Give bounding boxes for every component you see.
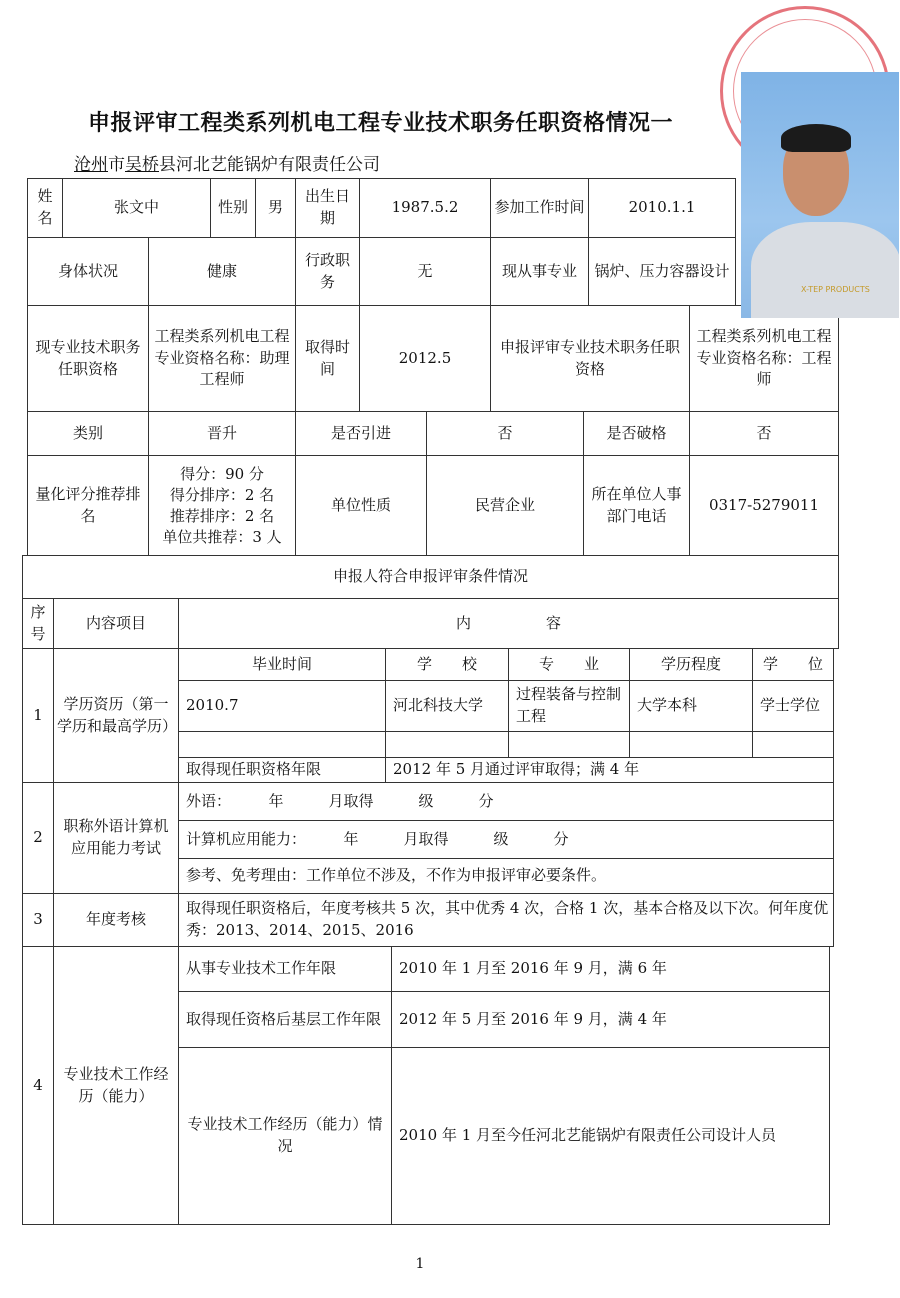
seq-header: 序号 — [22, 598, 54, 649]
company-city: 沧州 — [74, 155, 108, 175]
name-value: 张文中 — [62, 178, 211, 238]
phone-value: 0317-5279011 — [689, 455, 839, 556]
school-value: 河北科技大学 — [385, 680, 509, 732]
major-value: 锅炉、压力容器设计 — [588, 237, 736, 306]
current-title-value: 工程类系列机电工程专业资格名称：助理工程师 — [148, 305, 296, 412]
empty-cell — [178, 731, 386, 758]
computer-skill: 计算机应用能力： 年 月取得 级 分 — [178, 820, 834, 859]
apply-title-value: 工程类系列机电工程专业资格名称：工程师 — [689, 305, 839, 412]
empty-cell — [629, 731, 753, 758]
work-years-value: 2010 年 1 月至 2016 年 9 月，满 6 年 — [391, 946, 830, 992]
annual-no: 3 — [22, 893, 54, 947]
birth-label: 出生日期 — [295, 178, 360, 238]
health-value: 健康 — [148, 237, 296, 306]
section-title: 申报人符合申报评审条件情况 — [22, 555, 839, 599]
exp-detail-label: 专业技术工作经历（能力）情况 — [178, 1047, 392, 1225]
content-header: 内 容 — [178, 598, 839, 649]
school-header: 学 校 — [385, 648, 509, 681]
unit-type-value: 民营企业 — [426, 455, 584, 556]
exam-reason: 参考、免考理由：工作单位不涉及，不作为申报评审必要条件。 — [178, 858, 834, 894]
degree-header: 学 位 — [752, 648, 834, 681]
intro-value: 否 — [426, 411, 584, 456]
empty-cell — [752, 731, 834, 758]
major-label: 现从事专业 — [490, 237, 589, 306]
score-label: 量化评分推荐排名 — [27, 455, 149, 556]
score-values — [148, 455, 296, 556]
phone-label: 所在单位人事部门电话 — [583, 455, 690, 556]
intro-label: 是否引进 — [295, 411, 427, 456]
name-label: 姓名 — [27, 178, 63, 238]
foreign-language: 外语： 年 月取得 级 分 — [178, 782, 834, 821]
annual-label: 年度考核 — [53, 893, 179, 947]
company-line — [74, 150, 380, 175]
recommend-rank: 推荐排序：2 名 — [169, 506, 275, 525]
score-rank: 得分排序：2 名 — [169, 485, 275, 504]
admin-value: 无 — [359, 237, 491, 306]
exam-no: 2 — [22, 782, 54, 894]
degree-value: 学士学位 — [752, 680, 834, 732]
edu-no: 1 — [22, 648, 54, 783]
empty-cell — [385, 731, 509, 758]
exp-label: 专业技术工作经历（能力） — [53, 946, 179, 1225]
level-value: 大学本科 — [629, 680, 753, 732]
page-number: 1 — [415, 1256, 425, 1272]
major-header: 专 业 — [508, 648, 630, 681]
applicant-photo — [741, 72, 899, 318]
company-city-suffix: 市 — [108, 155, 125, 175]
grad-time-header: 毕业时间 — [178, 648, 386, 681]
category-value: 晋升 — [148, 411, 296, 456]
company-rest: 县河北艺能锅炉有限责任公司 — [159, 155, 380, 175]
exam-label: 职称外语计算机应用能力考试 — [53, 782, 179, 894]
date-value: 2012.5 — [359, 305, 491, 412]
base-years-value: 2012 年 5 月至 2016 年 9 月，满 4 年 — [391, 991, 830, 1048]
major-value-edu: 过程装备与控制工程 — [508, 680, 630, 732]
level-header: 学历程度 — [629, 648, 753, 681]
empty-cell — [508, 731, 630, 758]
birth-value: 1987.5.2 — [359, 178, 491, 238]
gender-label: 性别 — [210, 178, 256, 238]
qual-years-label: 取得现任职资格年限 — [178, 757, 386, 783]
qual-years-value: 2012 年 5 月通过评审取得；满 4 年 — [385, 757, 834, 783]
score: 得分：90 分 — [180, 464, 264, 483]
grad-time: 2010.7 — [178, 680, 386, 732]
page-title: 申报评审工程类系列机电工程专业技术职务任职资格情况一 — [88, 111, 674, 136]
work-value: 2010.1.1 — [588, 178, 736, 238]
work-years-label: 从事专业技术工作年限 — [178, 946, 392, 992]
exp-detail-value: 2010 年 1 月至今任河北艺能锅炉有限责任公司设计人员 — [391, 1047, 830, 1225]
gender-value: 男 — [255, 178, 296, 238]
break-label: 是否破格 — [583, 411, 690, 456]
total-recommend: 单位共推荐：3 人 — [162, 527, 282, 546]
company-county: 吴桥 — [125, 155, 159, 175]
unit-type-label: 单位性质 — [295, 455, 427, 556]
apply-title-label: 申报评审专业技术职务任职资格 — [490, 305, 690, 412]
content-item-header: 内容项目 — [53, 598, 179, 649]
annual-text: 取得现任职资格后，年度考核共 5 次，其中优秀 4 次，合格 1 次，基本合格及以下次。何年度优秀：2013、2014、2015、2016 — [178, 893, 834, 947]
date-label: 取得时间 — [295, 305, 360, 412]
shirt-print: X-TEP PRODUCTS — [801, 285, 870, 294]
edu-label: 学历资历（第一学历和最高学历） — [53, 648, 179, 783]
break-value: 否 — [689, 411, 839, 456]
work-label: 参加工作时间 — [490, 178, 589, 238]
health-label: 身体状况 — [27, 237, 149, 306]
current-title-label: 现专业技术职务任职资格 — [27, 305, 149, 412]
base-years-label: 取得现任资格后基层工作年限 — [178, 991, 392, 1048]
exp-no: 4 — [22, 946, 54, 1225]
category-label: 类别 — [27, 411, 149, 456]
admin-label: 行政职务 — [295, 237, 360, 306]
